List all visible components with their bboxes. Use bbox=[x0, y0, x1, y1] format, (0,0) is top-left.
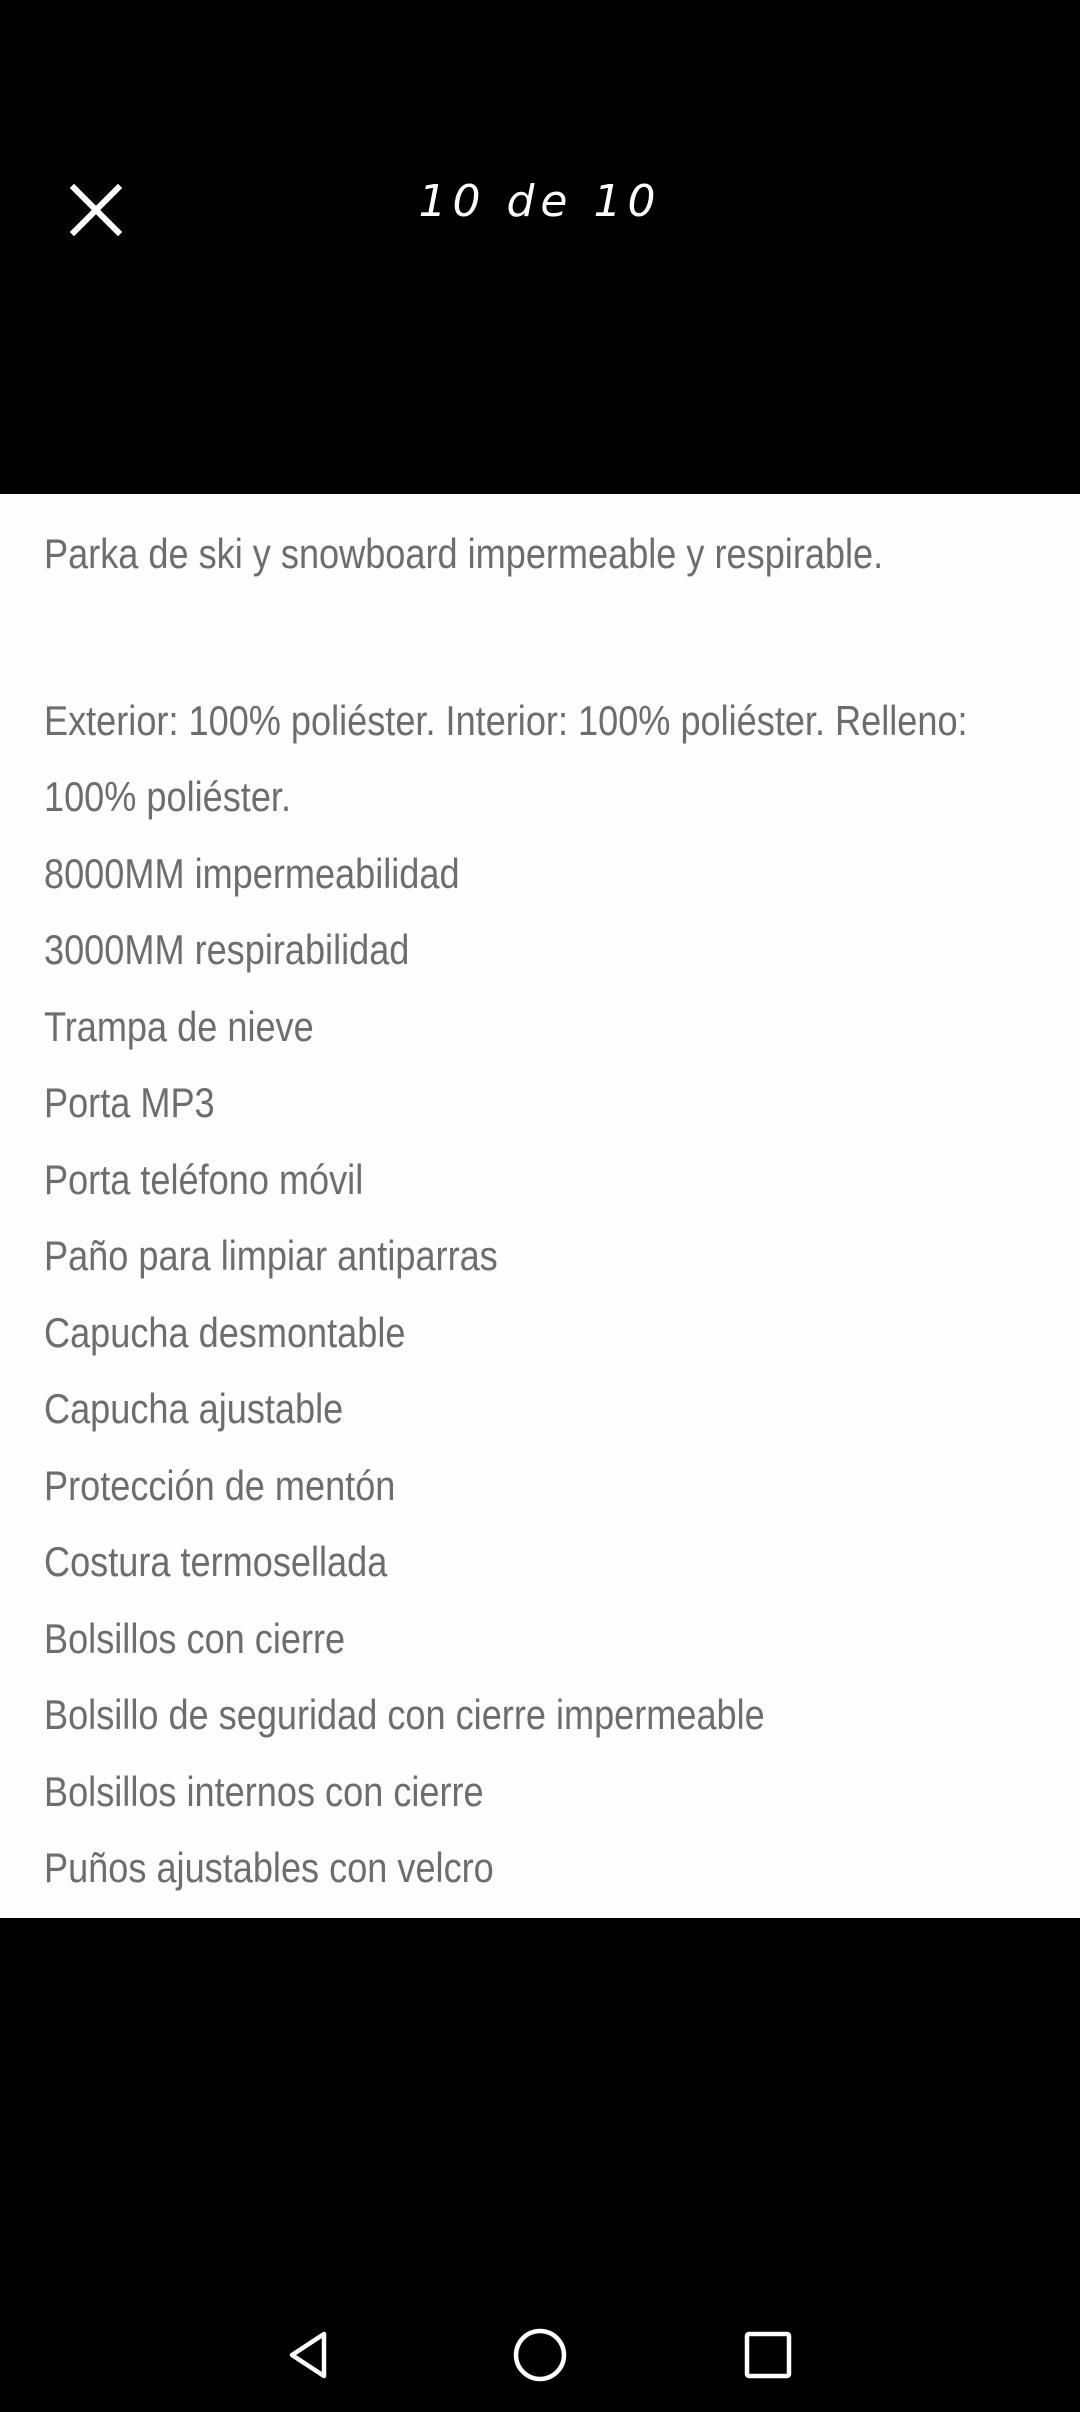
spacer bbox=[44, 593, 1044, 683]
feature-item: Puños ajustables con velcro bbox=[44, 1844, 494, 1891]
system-navigation-bar bbox=[0, 2310, 1080, 2400]
feature-item: Protección de mentón bbox=[44, 1461, 396, 1509]
feature-item: Capucha ajustable bbox=[44, 1385, 344, 1432]
feature-item: Porta teléfono móvil bbox=[44, 1155, 364, 1203]
feature-item: Paño para limpiar antiparras bbox=[44, 1232, 498, 1279]
feature-item: Capucha desmontable bbox=[44, 1308, 406, 1356]
feature-item: Porta MP3 bbox=[44, 1079, 215, 1126]
viewer-header bbox=[0, 0, 1080, 494]
product-image bbox=[0, 494, 1080, 1918]
product-description bbox=[44, 516, 1044, 1907]
composition-line: 100% poliéster. bbox=[44, 773, 291, 820]
feature-item: Trampa de nieve bbox=[44, 1002, 314, 1050]
image-counter: 10 de 10 bbox=[418, 176, 662, 227]
home-circle-icon bbox=[510, 2325, 570, 2385]
description-title: Parka de ski y snowboard impermeable y respirable. bbox=[44, 530, 884, 577]
recents-square-icon bbox=[741, 2328, 795, 2382]
feature-item: 3000MM respirabilidad bbox=[44, 926, 410, 973]
feature-item: 8000MM impermeabilidad bbox=[44, 849, 460, 897]
feature-item: Costura termosellada bbox=[44, 1538, 388, 1585]
composition-line: Exterior: 100% poliéster. Interior: 100% poliéster. Relleno: bbox=[44, 696, 968, 744]
back-triangle-icon bbox=[282, 2328, 336, 2382]
feature-item: Bolsillos internos con cierre bbox=[44, 1767, 484, 1815]
back-button[interactable] bbox=[264, 2310, 354, 2400]
feature-item: Bolsillos con cierre bbox=[44, 1614, 346, 1662]
feature-item: Bolsillo de seguridad con cierre impermeable bbox=[44, 1691, 765, 1738]
home-button[interactable] bbox=[495, 2310, 585, 2400]
recents-button[interactable] bbox=[723, 2310, 813, 2400]
